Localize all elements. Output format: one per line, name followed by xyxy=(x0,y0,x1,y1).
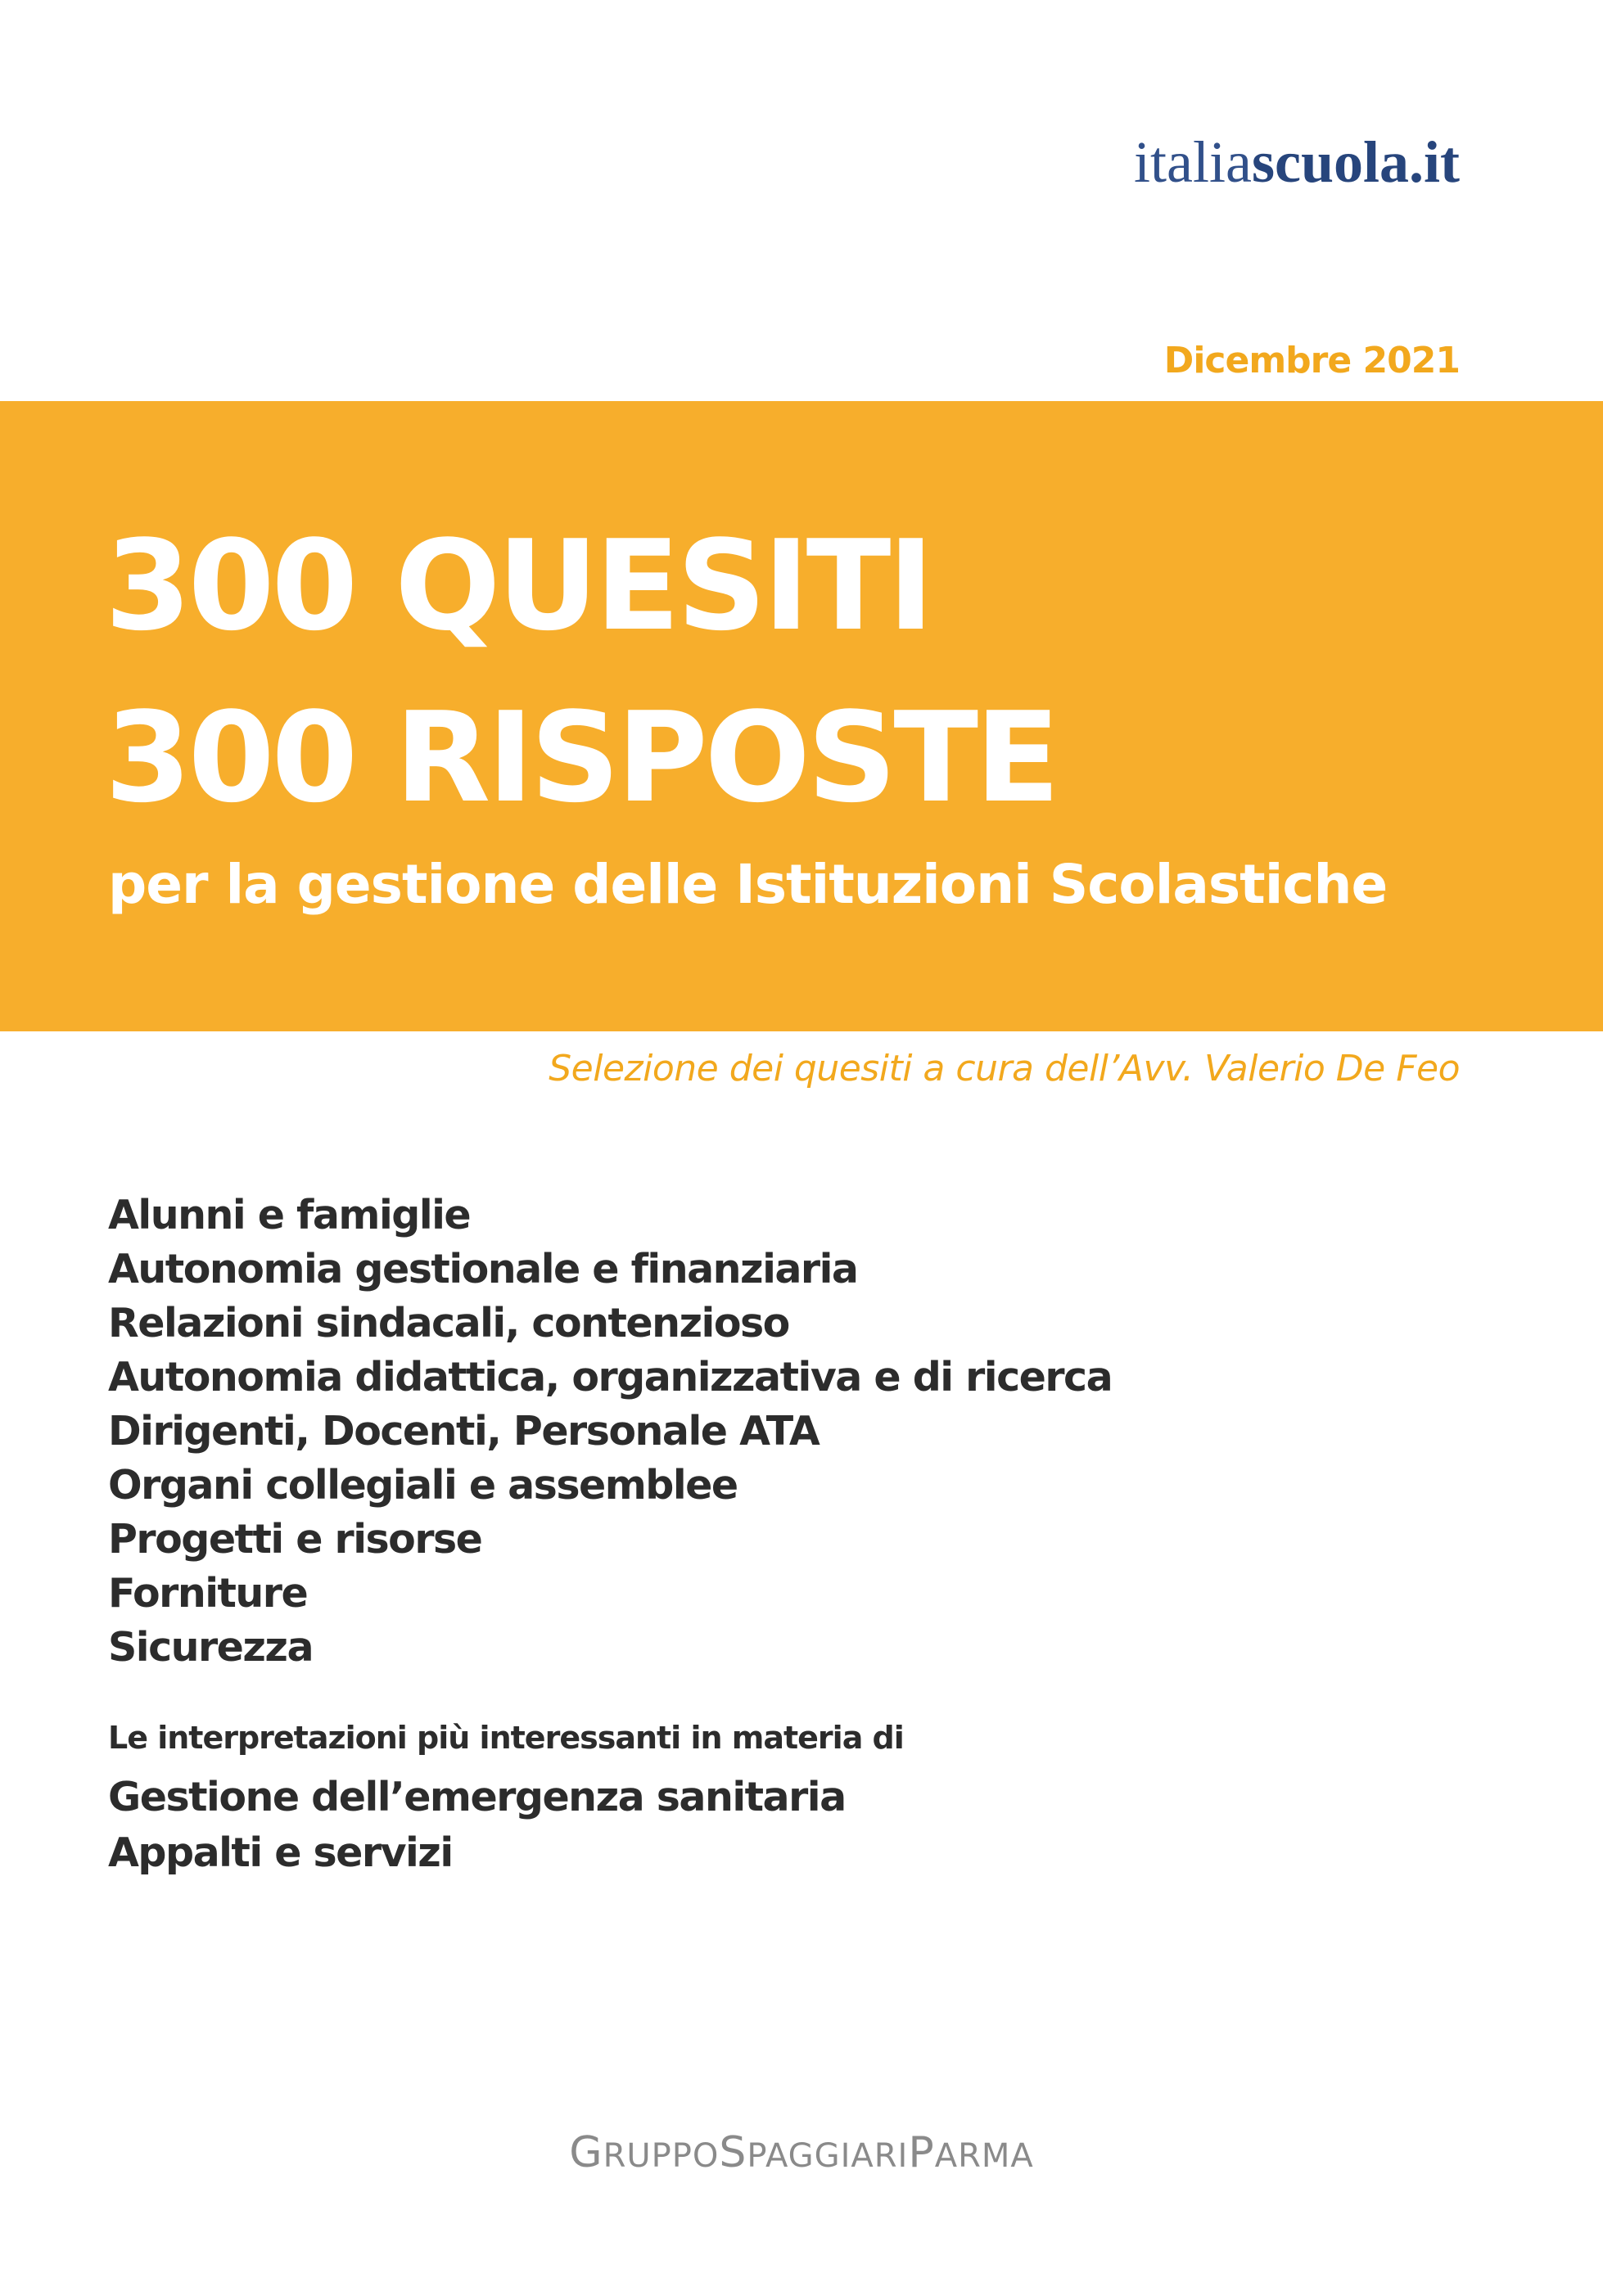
topic-item: Relazioni sindacali, contenzioso xyxy=(108,1300,789,1346)
subtitle: per la gestione delle Istituzioni Scolastiche xyxy=(108,853,1388,916)
highlights-intro: Le interpretazioni più interessanti in materia di xyxy=(108,1720,904,1756)
highlights-list xyxy=(108,1770,846,1881)
brand-part-scuola: scuola.it xyxy=(1251,129,1460,195)
brand-part-italia: italia xyxy=(1134,129,1252,195)
highlight-item: Appalti e servizi xyxy=(108,1829,453,1876)
topic-item: Organi collegiali e assemblee xyxy=(108,1462,738,1509)
brand-logo xyxy=(1134,129,1460,195)
title-line-2: 300 RISPOSTE xyxy=(105,685,1057,830)
topic-item: Sicurezza xyxy=(108,1624,314,1671)
title-line-1: 300 QUESITI xyxy=(105,513,931,658)
topic-item: Autonomia gestionale e finanziaria xyxy=(108,1246,858,1292)
topic-item: Forniture xyxy=(108,1570,308,1617)
highlight-item: Gestione dell’emergenza sanitaria xyxy=(108,1774,846,1820)
topic-item: Autonomia didattica, organizzativa e di ricerca xyxy=(108,1354,1113,1401)
publisher-logo: GRUPPOSPAGGIARIPARMA xyxy=(569,2128,1034,2177)
topics-list xyxy=(108,1189,1112,1675)
topic-item: Progetti e risorse xyxy=(108,1516,482,1563)
topic-item: Alunni e famiglie xyxy=(108,1192,471,1238)
curator-note: Selezione dei quesiti a cura dell’Avv. Valerio De Feo xyxy=(549,1048,1460,1089)
topic-item: Dirigenti, Docenti, Personale ATA xyxy=(108,1408,820,1455)
edition-date: Dicembre 2021 xyxy=(1163,340,1460,381)
